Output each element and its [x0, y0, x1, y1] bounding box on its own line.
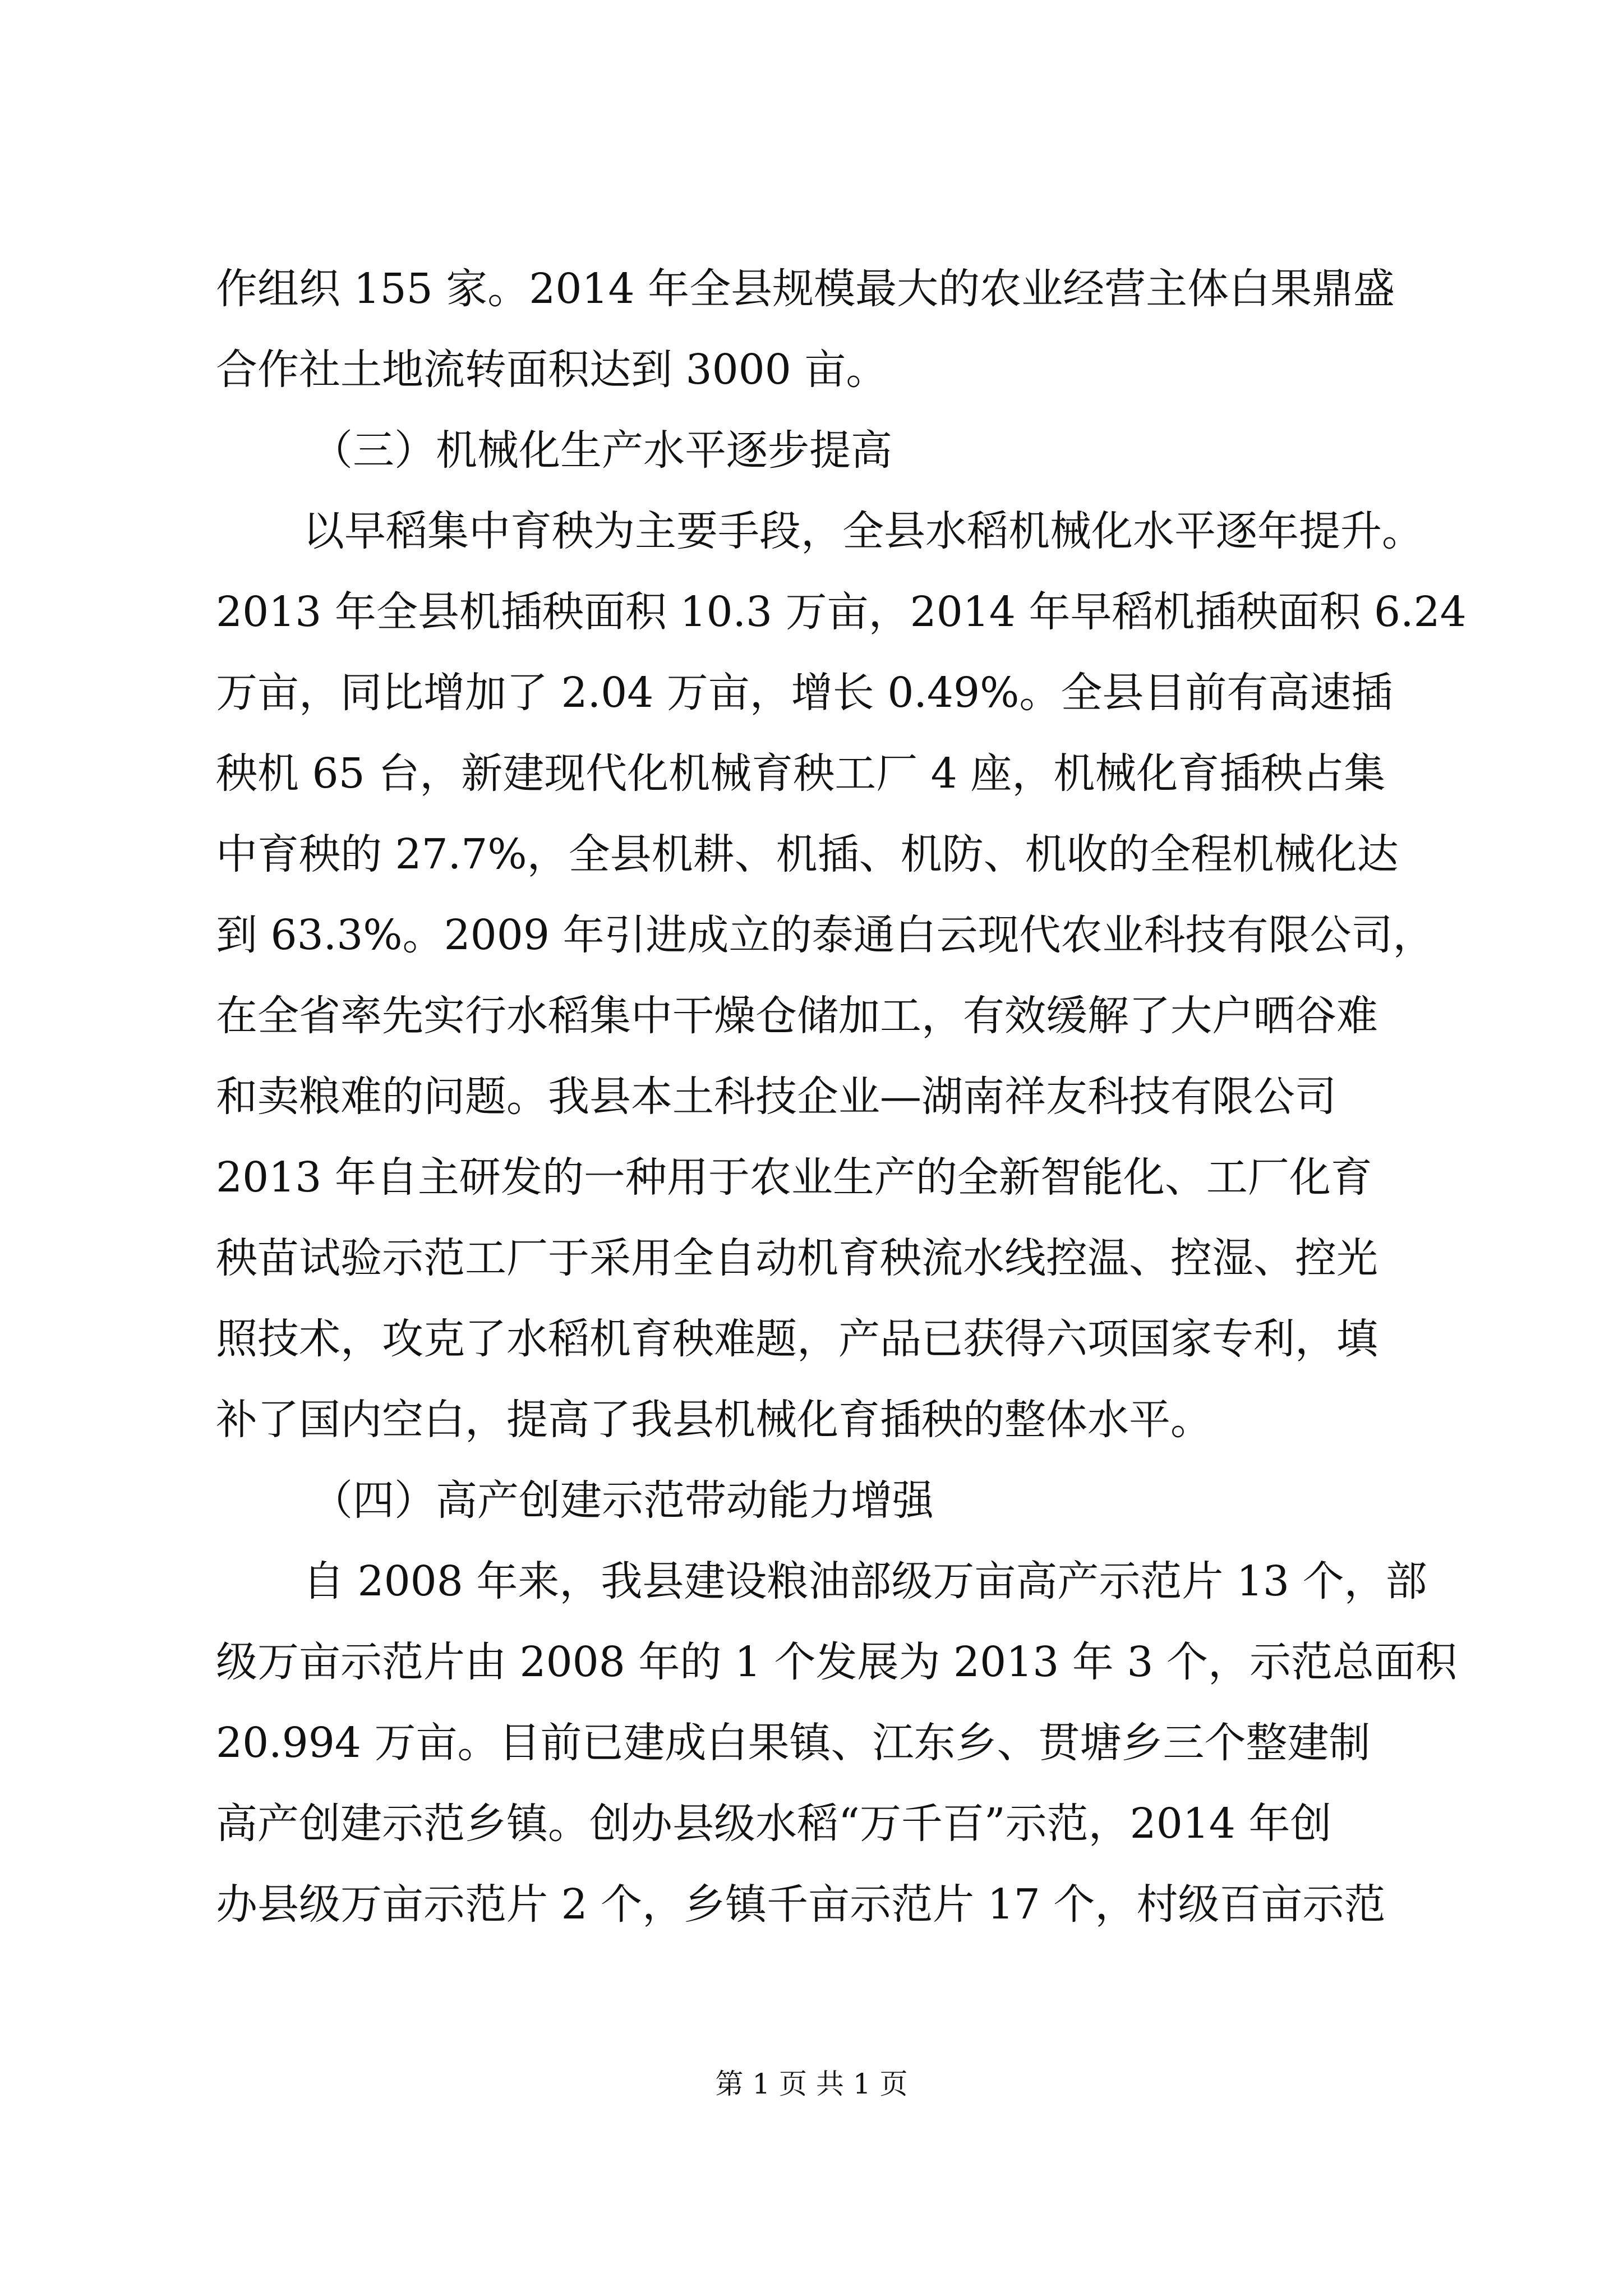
text-line-18: [216, 1628, 1457, 1696]
text-line-11: [216, 1063, 1427, 1130]
section-heading-3: [311, 417, 892, 484]
text-line-7: [216, 740, 1427, 807]
text-line-14-text: 照技术，攻克了水稻机育秧难题，产品已获得六项国家专利，填: [216, 1315, 1378, 1363]
section-heading-3-text: （三）机械化生产水平逐步提高: [311, 426, 892, 475]
text-line-4: [303, 498, 1427, 565]
text-line-1-text: 作组织 155 家。2014 年全县规模最大的农业经营主体白果鼎盛: [216, 265, 1395, 313]
text-line-20: [216, 1790, 1427, 1857]
text-line-2: [216, 336, 887, 403]
text-line-12-text: 2013 年自主研发的一种用于农业生产的全新智能化、工厂化育: [216, 1153, 1372, 1202]
text-line-8: [216, 821, 1427, 888]
text-line-21-text: 办县级万亩示范片 2 个，乡镇千亩示范片 17 个，村级百亩示范: [216, 1880, 1386, 1929]
text-line-9: [216, 901, 1435, 969]
text-line-13-text: 秧苗试验示范工厂于采用全自动机育秧流水线控温、控湿、控光: [216, 1234, 1378, 1282]
text-line-8-text: 中育秧的 27.7%，全县机耕、机插、机防、机收的全程机械化达: [216, 830, 1399, 878]
section-heading-16-text: （四）高产创建示范带动能力增强: [311, 1476, 934, 1525]
text-line-17-text: 自 2008 年来，我县建设粮油部级万亩高产示范片 13 个，部: [303, 1557, 1427, 1605]
page-footer: [0, 2064, 1623, 2104]
section-heading-16: [311, 1467, 934, 1534]
text-line-9-text: 到 63.3%。2009 年引进成立的泰通白云现代农业科技有限公司，: [216, 911, 1435, 959]
text-line-20-text: 高产创建示范乡镇。创办县级水稻“万千百”示范，2014 年创: [216, 1800, 1332, 1848]
text-line-4-text: 以早稻集中育秧为主要手段，全县水稻机械化水平逐年提升。: [303, 507, 1423, 555]
text-line-21: [216, 1871, 1427, 1938]
text-line-15: [216, 1386, 1212, 1453]
text-line-1: [216, 255, 1427, 323]
text-line-11-text: 和卖粮难的问题。我县本土科技企业—湖南祥友科技有限公司: [216, 1073, 1336, 1121]
text-line-2-text: 合作社土地流转面积达到 3000 亩。: [216, 346, 888, 394]
text-line-15-text: 补了国内空白，提高了我县机械化育插秧的整体水平。: [216, 1396, 1212, 1444]
text-line-7-text: 秧机 65 台，新建现代化机械育秧工厂 4 座，机械化育插秧占集: [216, 749, 1386, 798]
text-line-13: [216, 1225, 1427, 1292]
text-line-12: [216, 1144, 1427, 1211]
text-line-10: [216, 982, 1427, 1050]
text-line-10-text: 在全省率先实行水稻集中干燥仓储加工，有效缓解了大户晒谷难: [216, 992, 1378, 1040]
text-line-19-text: 20.994 万亩。目前已建成白果镇、江东乡、贯塘乡三个整建制: [216, 1719, 1371, 1767]
text-line-6: [216, 659, 1427, 726]
text-line-14: [216, 1305, 1427, 1373]
text-line-19: [216, 1709, 1427, 1777]
text-line-5-text: 2013 年全县机插秧面积 10.3 万亩，2014 年早稻机插秧面积 6.24: [216, 588, 1467, 636]
text-line-17: [303, 1548, 1427, 1615]
page-number-label: 第 1 页 共 1 页: [715, 2068, 908, 2100]
text-line-18-text: 级万亩示范片由 2008 年的 1 个发展为 2013 年 3 个，示范总面积: [216, 1638, 1457, 1686]
text-line-6-text: 万亩，同比增加了 2.04 万亩，增长 0.49%。全县目前有高速插: [216, 669, 1393, 717]
text-line-5: [216, 578, 1467, 646]
